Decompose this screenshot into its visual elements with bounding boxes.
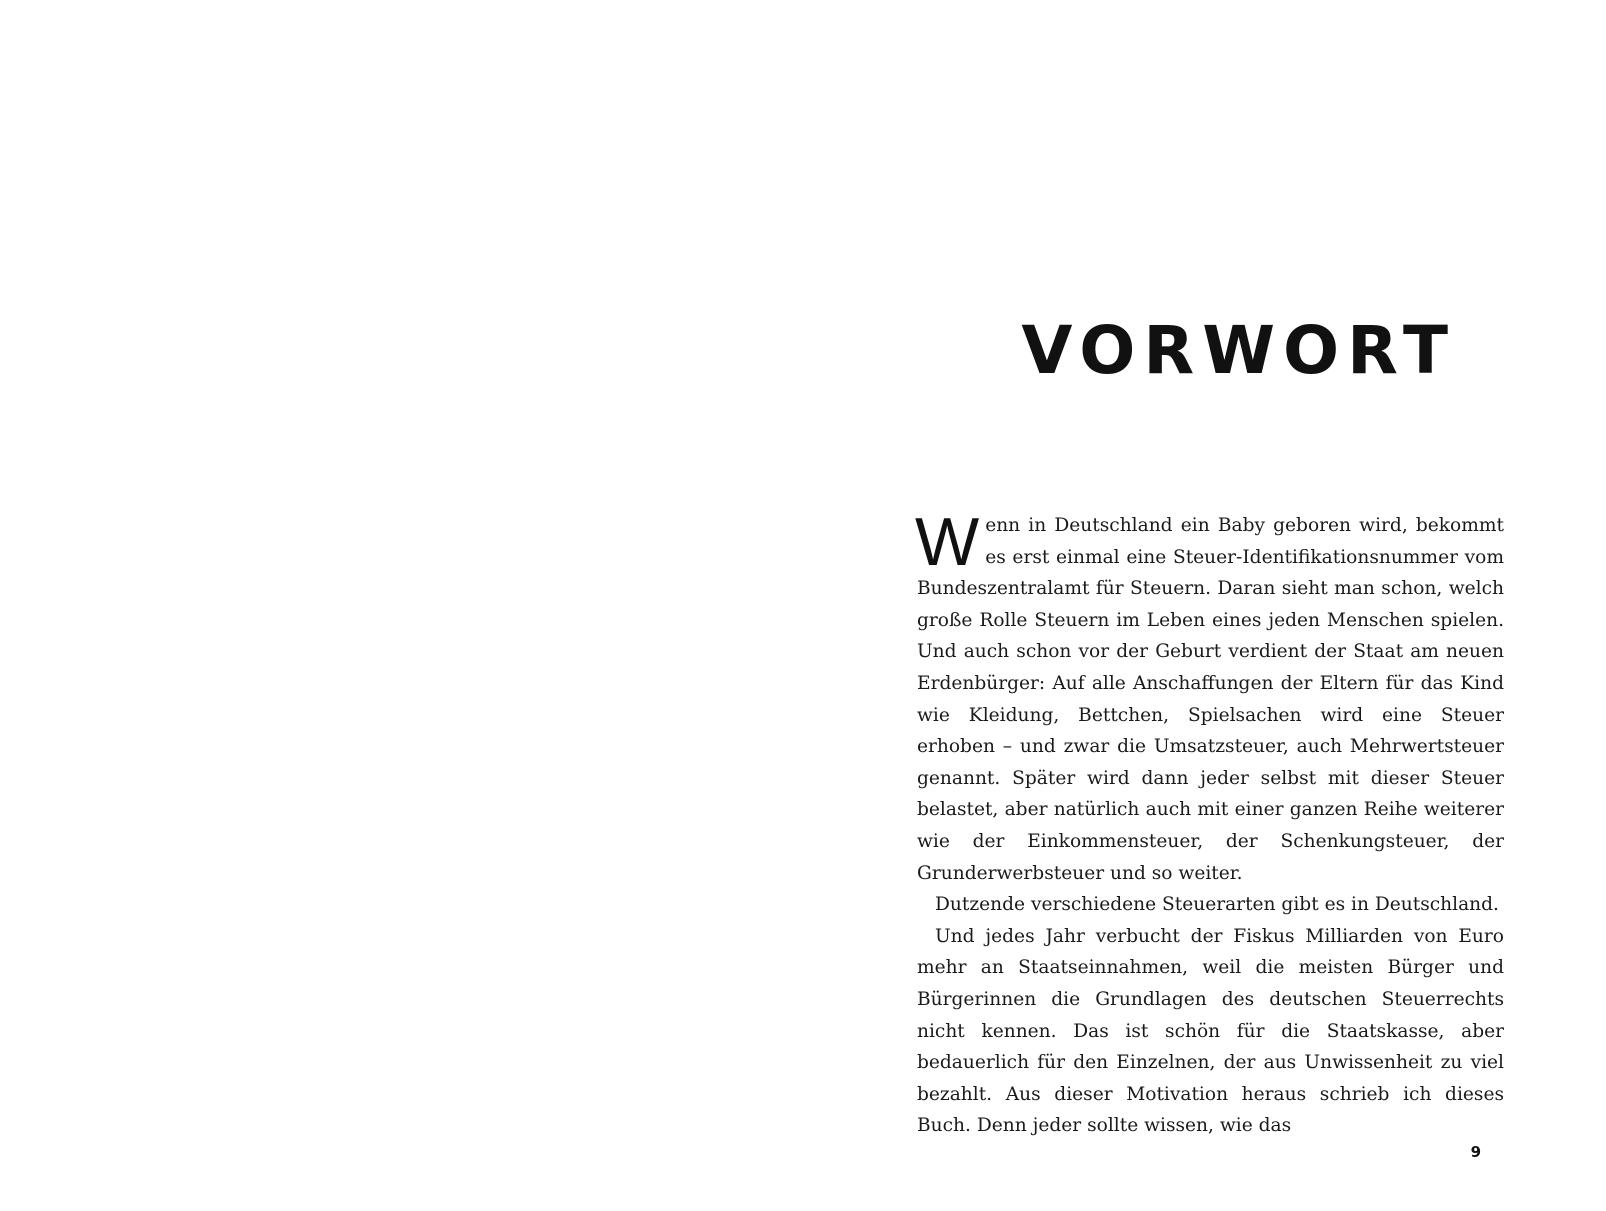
chapter-title: VORWORT — [1021, 312, 1456, 389]
paragraph-2: Dutzende verschiedene Steuerarten gibt es in Deutschland. — [935, 894, 1499, 916]
right-page — [803, 0, 1606, 1211]
drop-cap: W — [915, 504, 980, 580]
paragraph-1 — [915, 504, 1504, 889]
body-text — [915, 504, 1504, 1142]
paragraph-3: Und jedes Jahr verbucht der Fiskus Milliarden von Euro mehr an Staatseinnahmen, weil die meisten Bürger und Bürgerinnen die Grundlagen des deutschen Steuerrechts nicht kennen. Das ist schön für die Staatskasse, aber bedauerlich für den Einzelnen, der aus Unwissenheit zu viel bezahlt. Aus dieser Motivation heraus schrieb ich dieses Buch. Denn jeder sollte wissen, wie das — [917, 925, 1504, 1137]
page-number: 9 — [1470, 1143, 1481, 1161]
paragraph-1-text: enn in Deutschland ein Baby geboren wird, bekommt es erst einmal eine Steuer-Identifikationsnummer vom Bundeszentralamt für Steuern. Daran sieht man schon, welch große Rolle Steuern im Leben eines jeden Menschen spielen. Und auch schon vor der Geburt verdient der Staat am neuen Erdenbürger: Auf alle Anschaffungen der Eltern für das Kind wie Kleidung, Bettchen, Spielsachen wird eine Steuer erhoben – und zwar die Umsatzsteuer, auch Mehrwertsteuer genannt. Später wird dann jeder selbst mit dieser Steuer belastet, aber natürlich auch mit einer ganzen Reihe weiterer wie der Einkommensteuer, der Schenkungsteuer, der Grunderwerbsteuer und so weiter. — [917, 515, 1504, 884]
